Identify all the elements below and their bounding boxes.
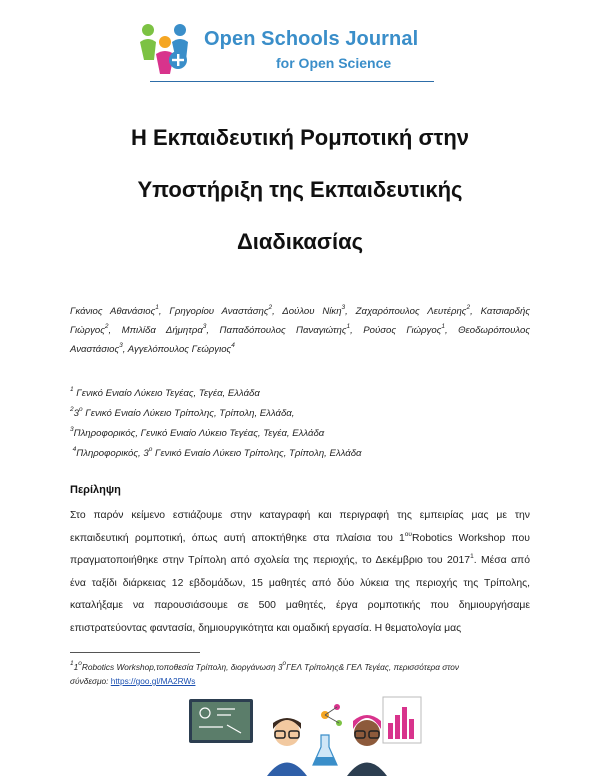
author: Κατσιαρδής (480, 306, 531, 317)
author: Παπαδόπουλος Παναγιώτης$^1$, (219, 323, 353, 336)
paper-title (60, 112, 540, 268)
author: Αγγελόπουλος Γεώργιος$^4$ (127, 342, 235, 355)
abstract-line: Στο παρόν κείμενο εστιάζουμε στην καταγραφή και περιγραφή της εμπειρίας μας με την (70, 510, 530, 521)
author: Γκάνιος Αθανάσιος$^1$, (70, 304, 162, 317)
author: Δούλου Νίκη$^3$, (282, 304, 348, 317)
affiliation-list (70, 384, 530, 464)
author-line (70, 302, 530, 321)
abstract-body (70, 505, 530, 640)
affiliation: $^3$Πληροφορικός, Γενικό Ενιαίο Λύκειο Τεγέας, Τεγέα, Ελλάδα (70, 426, 325, 439)
author-line (70, 340, 530, 359)
header-divider (150, 81, 434, 82)
author: Ρούσος Γιώργος$^1$, (363, 323, 448, 336)
journal-name: Open Schools Journal (204, 28, 419, 50)
title-line: Υποστήριξη της Εκπαιδευτικής (137, 177, 463, 202)
student-left-icon (267, 718, 307, 776)
abstract-line: καταλήξαμε να παρουσιάσουμε σε 500 μαθητές, έργα ρομποτικής που δημιουργήσαμε (70, 600, 530, 611)
affiliation: $^1$ Γενικό Ενιαίο Λύκειο Τεγέας, Τεγέα, Ελλάδα (70, 386, 260, 399)
author: Αναστάσιος$^3$, (70, 342, 126, 355)
author-line (70, 321, 530, 340)
abstract-line: επιστρατεύοντας φαντασία, δημιουργικότητα και ομαδική εργασία. Η θεματολογία μας (70, 622, 462, 634)
journal-logo (136, 18, 436, 78)
classroom-robotics-illustration (175, 693, 425, 776)
title-line: Διαδικασίας (236, 229, 364, 254)
journal-subtitle: for Open Science (276, 55, 392, 71)
author: Γρηγορίου Αναστάσης$^2$, (169, 304, 275, 317)
abstract-line: εκπαιδευτική ρομποτική, όπως αυτή αποκτήθηκε στα πλαίσια του $1^{o\upsilon}Robotics$ Workshop που (70, 530, 530, 544)
author: Θεοδωρόπουλος (458, 325, 531, 336)
student-right-icon (347, 715, 387, 776)
affiliation: $^23^o$ Γενικό Ενιαίο Λύκειο Τρίπολης, Τρίπολη, Ελλάδα, (70, 406, 295, 419)
author: Γιώργος$^2$, (70, 323, 112, 336)
affiliation: $^4$Πληροφορικός, $3^o$ Γενικό Ενιαίο Λύκειο Τρίπολης, Τρίπολη, Ελλάδα (72, 446, 362, 459)
footnote-link[interactable]: https://goo.gl/MA2RWs (110, 676, 196, 686)
footnote-line: σύνδεσμο: https://goo.gl/MA2RWs (70, 676, 196, 686)
footnote-divider (70, 652, 200, 653)
abstract-line: ένα ταξίδι διάρκειας 12 εβδομάδων, 15 μαθητές από δύο λύκεια της περιοχής της Τρίπολης, (70, 577, 530, 589)
molecule-icon (313, 704, 342, 765)
footnote-line: $^11^oRobotics$ Workshop,τοποθεσία Τρίπολη, διοργάνωση $3^o\Gamma E\Lambda$ Τρίπολης& ΓΕΛ Τεγέας, περισσότερα στον (70, 660, 460, 672)
logo-figures-icon (136, 20, 194, 76)
abstract-line: πραγματοποιήθηκε στην Τρίπολη από σχολεία της περιοχής, το Δεκέμβριο του 2017$^1$. Μέσα από (70, 553, 530, 566)
author: Μπιλίδα Δήμητρα$^3$, (121, 323, 210, 336)
title-line: Η Εκπαιδευτική Ρομποτική στην (130, 125, 470, 150)
abstract-heading: Περίληψη (70, 484, 121, 496)
author: Ζαχαρόπουλος Λευτέρης$^2$, (355, 304, 473, 317)
footnote (70, 660, 540, 688)
author-list (70, 302, 530, 359)
